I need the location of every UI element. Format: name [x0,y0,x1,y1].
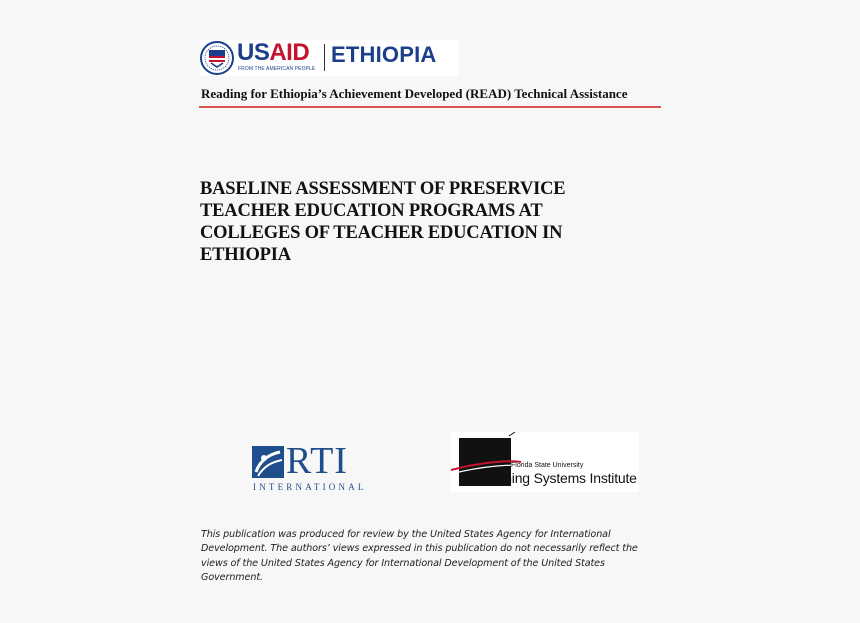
lsi-logo [451,432,639,492]
disclaimer-line: views of the United States Agency for International Development of the United States [201,557,605,569]
disclaimer-line: Development. The authors’ views expressed in this publication do not necessarily reflect the [201,543,638,555]
document-title [200,178,620,266]
disclaimer-line: Government. [201,571,263,583]
usaid-seal-icon [200,41,234,75]
usaid-tagline: FROM THE AMERICAN PEOPLE [238,66,316,72]
logo-divider [324,44,325,71]
title-line: TEACHER EDUCATION PROGRAMS AT [200,201,543,221]
usaid-country-name: ETHIOPIA [331,42,437,67]
rti-wordmark: RTI [286,440,348,482]
title-line: COLLEGES OF TEACHER EDUCATION IN [200,223,563,243]
title-line: ETHIOPIA [200,245,291,265]
program-subtitle: Reading for Ethiopia’s Achievement Developed (READ) Technical Assistance [201,86,628,101]
rti-international-logo [252,440,367,494]
usaid-wordmark [237,39,309,67]
usaid-logo [200,40,459,76]
lsi-institute-name: Learning Systems Institute [477,470,637,486]
disclaimer-text [201,528,641,585]
lsi-university-name: Florida State University [511,462,584,469]
usaid-wordmark-us: US [237,39,270,66]
title-line: BASELINE ASSESSMENT OF PRESERVICE [200,179,566,199]
disclaimer-line: This publication was produced for review by the United States Agency for International [201,529,611,540]
rti-swirl-icon [252,446,284,478]
rti-subtext: INTERNATIONAL [253,482,367,492]
header-rule [199,106,661,108]
usaid-wordmark-aid: AID [269,39,310,66]
